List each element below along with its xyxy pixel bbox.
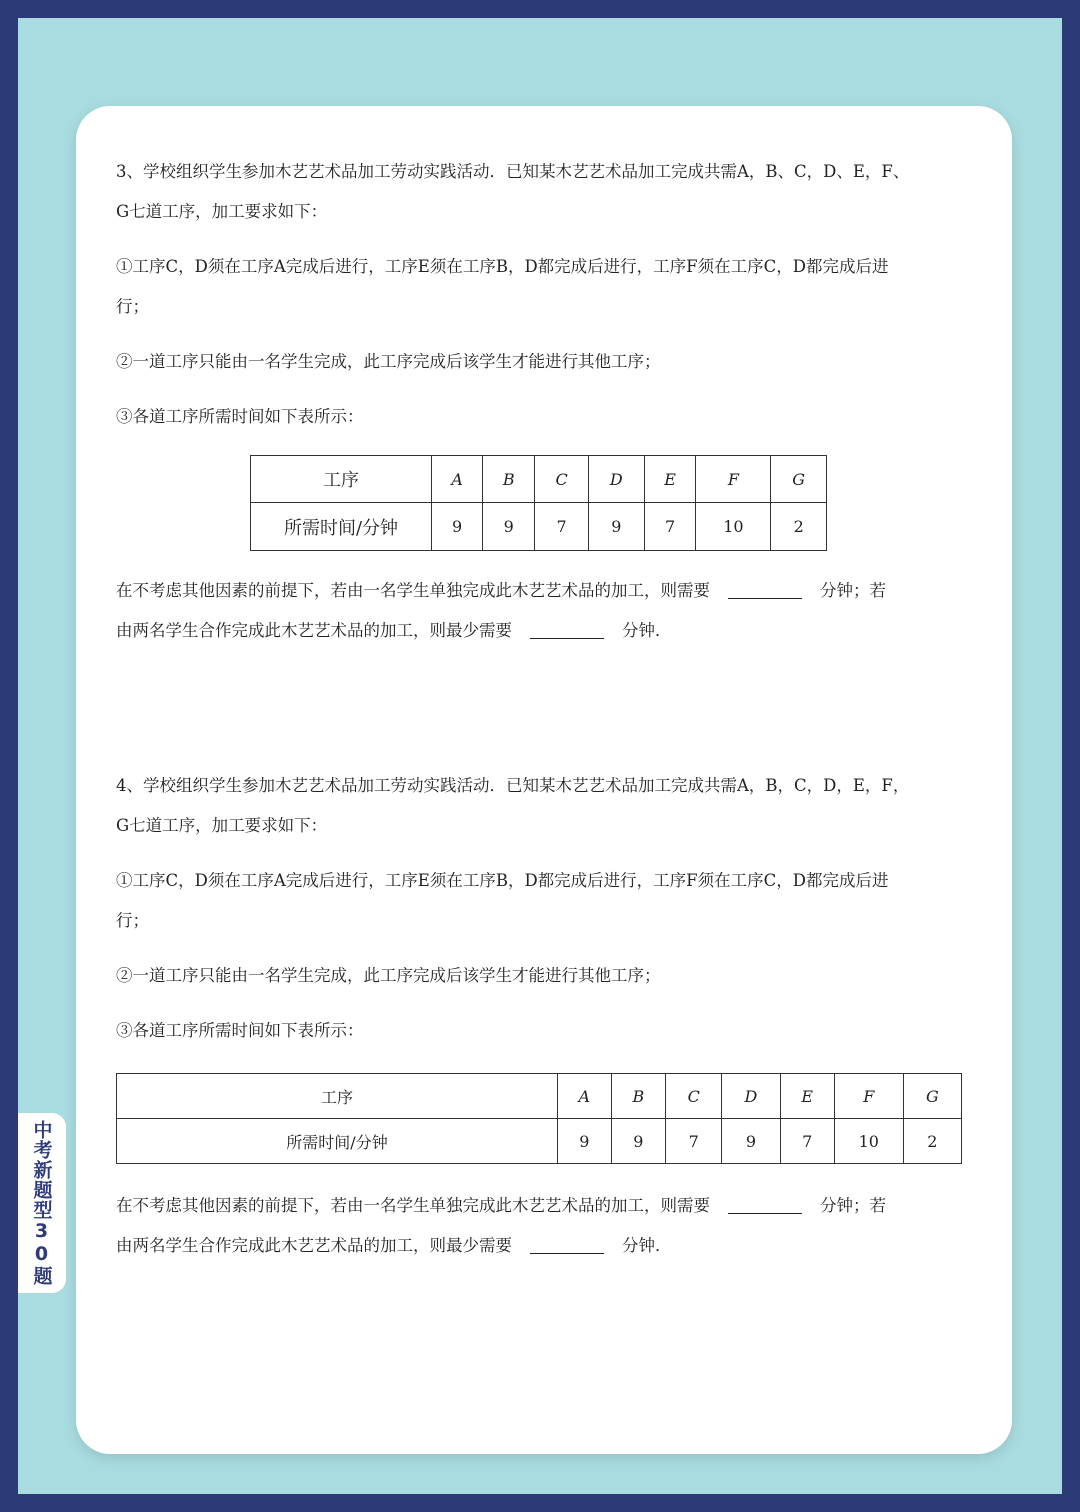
table-row-label: 所需时间/分钟 [251,503,432,551]
question-intro: 3、学校组织学生参加木艺艺术品加工劳动实践活动．已知某木艺艺术品加工完成共需A，B、C，D、E，F、 [116,162,910,181]
step-cell: A [432,456,483,503]
time-cell: 9 [483,503,535,551]
requirement-1-cont: 行； [116,297,149,316]
step-cell: A [558,1074,612,1119]
step-cell: G [771,456,827,503]
answer-blank[interactable] [530,1239,604,1254]
step-cell: E [780,1074,834,1119]
table-header-label: 工序 [117,1074,558,1119]
step-cell: B [483,456,535,503]
ask-unit: 分钟；若 [820,581,886,600]
answer-blank[interactable] [728,1199,802,1214]
step-cell: F [834,1074,903,1119]
answer-blank[interactable] [728,584,802,599]
time-cell: 7 [535,503,589,551]
answer-line-1 [116,571,976,611]
time-cell: 2 [771,503,827,551]
step-cell: C [535,456,589,503]
question-intro-cont: G七道工序，加工要求如下： [116,202,328,221]
answer-line-2 [116,611,976,651]
time-cell: 10 [834,1119,903,1164]
step-cell: E [644,456,696,503]
time-cell: 9 [588,503,644,551]
answer-blank[interactable] [530,624,604,639]
time-table [116,1073,962,1164]
time-cell: 10 [696,503,771,551]
time-table [250,455,827,551]
time-cell: 9 [558,1119,612,1164]
time-cell: 9 [432,503,483,551]
time-cell: 2 [903,1119,961,1164]
ask-text: 由两名学生合作完成此木艺艺术品的加工，则最少需要 [116,1236,512,1255]
step-cell: F [696,456,771,503]
time-cell: 9 [611,1119,665,1164]
side-tab [18,1113,66,1293]
worksheet [76,106,1012,1454]
ask-text: 由两名学生合作完成此木艺艺术品的加工，则最少需要 [116,621,512,640]
requirement-2: ②一道工序只能由一名学生完成，此工序完成后该学生才能进行其他工序； [116,966,661,985]
ask-unit: 分钟． [622,1236,672,1255]
step-cell: G [903,1074,961,1119]
ask-unit: 分钟． [622,621,672,640]
time-cell: 7 [666,1119,722,1164]
ask-unit: 分钟；若 [820,1196,886,1215]
answer-line-1 [116,1186,976,1226]
question-intro: 4、学校组织学生参加木艺艺术品加工劳动实践活动．已知某木艺艺术品加工完成共需A，B，C，D，E，F， [116,776,910,795]
question-3 [116,152,976,651]
question-4 [116,766,976,1266]
step-cell: D [722,1074,780,1119]
answer-line-2 [116,1226,976,1266]
requirement-3: ③各道工序所需时间如下表所示： [116,407,364,426]
requirement-2: ②一道工序只能由一名学生完成，此工序完成后该学生才能进行其他工序； [116,352,661,371]
requirement-1: ①工序C，D须在工序A完成后进行，工序E须在工序B，D都完成后进行，工序F须在工序C，D都完成后进 [116,257,889,276]
step-cell: D [588,456,644,503]
requirement-1-cont: 行； [116,911,149,930]
step-cell: C [666,1074,722,1119]
table-row-label: 所需时间/分钟 [117,1119,558,1164]
question-intro-cont: G七道工序，加工要求如下： [116,816,328,835]
table-header-label: 工序 [251,456,432,503]
page-background [18,18,1062,1494]
ask-text: 在不考虑其他因素的前提下，若由一名学生单独完成此木艺艺术品的加工，则需要 [116,1196,710,1215]
side-tab-label: 中考新题型30题 [30,1120,53,1286]
time-cell: 7 [644,503,696,551]
requirement-1: ①工序C，D须在工序A完成后进行，工序E须在工序B，D都完成后进行，工序F须在工序C，D都完成后进 [116,871,889,890]
time-cell: 9 [722,1119,780,1164]
ask-text: 在不考虑其他因素的前提下，若由一名学生单独完成此木艺艺术品的加工，则需要 [116,581,710,600]
requirement-3: ③各道工序所需时间如下表所示： [116,1021,364,1040]
step-cell: B [611,1074,665,1119]
time-cell: 7 [780,1119,834,1164]
